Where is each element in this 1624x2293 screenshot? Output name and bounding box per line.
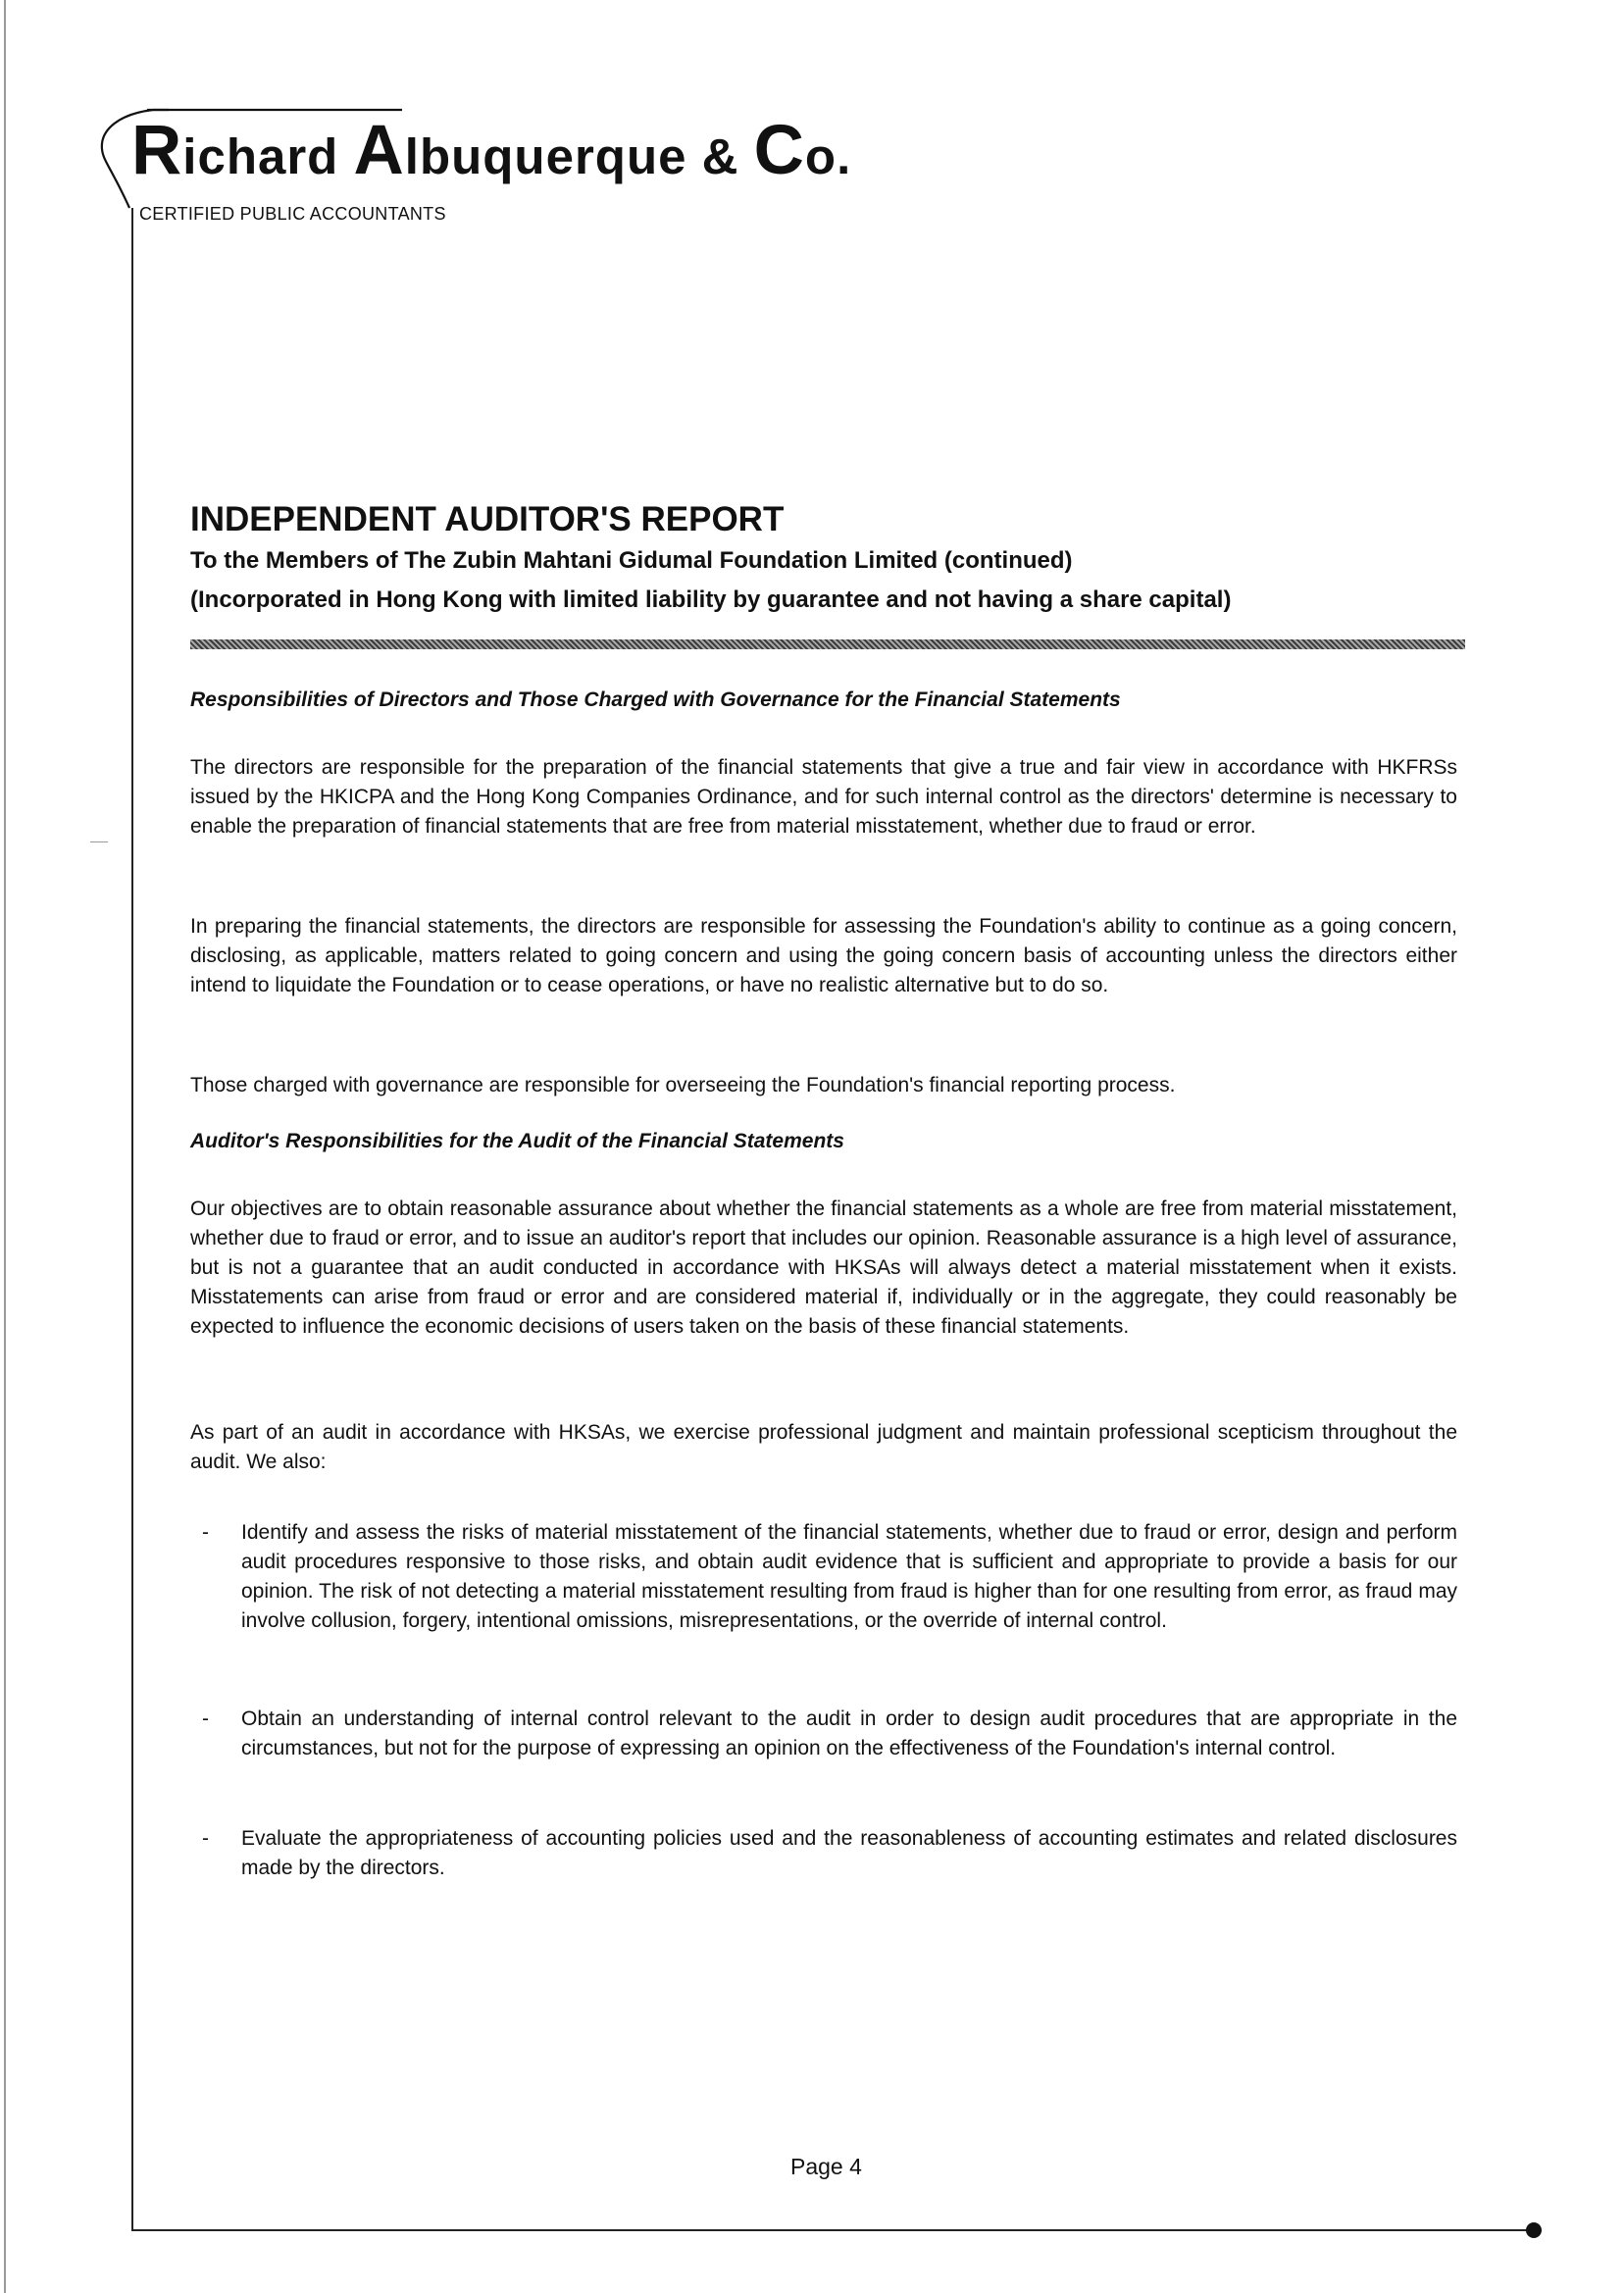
hatched-divider bbox=[190, 639, 1465, 649]
report-addressee: To the Members of The Zubin Mahtani Gidumal Foundation Limited (continued) bbox=[190, 547, 1073, 574]
paragraph: Our objectives are to obtain reasonable assurance about whether the financial statements as a whole are free from material misstatement, whether due to fraud or error, and to issue an auditor's report that includes our opinion. Reasonable assurance is a high level of assurance, but is not a guarantee that an audit conducted in accordance with HKSAs will always detect a material misstatement when it exists. Misstatements can arise from fraud or error and are considered material if, individually or in the aggregate, they could reasonably be expected to influence the economic decisions of users taken on the basis of these financial statements. bbox=[190, 1197, 1457, 1338]
report-incorporation: (Incorporated in Hong Kong with limited liability by guarantee and not having a share capital) bbox=[190, 586, 1232, 613]
firm-name-initial-a: A bbox=[353, 112, 405, 189]
firm-name-part: lbuquerque & bbox=[404, 128, 754, 184]
firm-name-part: ichard bbox=[182, 128, 354, 184]
bullet-text: Obtain an understanding of internal control relevant to the audit in order to design audit procedures that are appropriate in the circumstances, but not for the purpose of expressing an opinion on the effectiveness of the Foundation's internal control. bbox=[241, 1707, 1457, 1759]
section-heading-directors: Responsibilities of Directors and Those Charged with Governance for the Financial Statements bbox=[190, 688, 1121, 711]
bullet-text: Identify and assess the risks of material misstatement of the financial statements, whether due to fraud or error, design and perform audit procedures responsive to those risks, and obtain audit evidence that is sufficient and appropriate to provide a basis for our opinion. The risk of not detecting a material misstatement resulting from fraud is higher than for one resulting from error, as fraud may involve collusion, forgery, intentional omissions, misrepresentations, or the override of internal control. bbox=[241, 1521, 1457, 1632]
page-number: Page 4 bbox=[790, 2154, 862, 2179]
page-edge-line bbox=[4, 0, 6, 2293]
bullet-dash: - bbox=[202, 1521, 209, 1544]
bullet-item bbox=[202, 1705, 1457, 1763]
paragraph: As part of an audit in accordance with HKSAs, we exercise professional judgment and maintain professional scepticism throughout the audit. We also: bbox=[190, 1421, 1457, 1473]
report-title: INDEPENDENT AUDITOR'S REPORT bbox=[190, 500, 785, 538]
bullet-dash: - bbox=[202, 1707, 209, 1730]
bullet-item bbox=[202, 1518, 1457, 1636]
paragraph: In preparing the financial statements, the directors are responsible for assessing the Foundation's ability to continue as a going concern, disclosing, as applicable, matters related to going concern and using the going concern basis of accounting unless the directors either intend to liquidate the Foundation or to cease operations, or have no realistic alternative but to do so. bbox=[190, 915, 1457, 996]
paragraph: Those charged with governance are responsible for overseeing the Foundation's financial reporting process. bbox=[190, 1074, 1176, 1096]
firm-name-initial-c: C bbox=[753, 112, 805, 189]
paragraph: The directors are responsible for the preparation of the financial statements that give a true and fair view in accordance with HKFRSs issued by the HKICPA and the Hong Kong Companies Ordinance, and for such internal control as the directors' determine is necessary to enable the preparation of financial statements that are free from material misstatement, whether due to fraud or error. bbox=[190, 756, 1457, 838]
bullet-item bbox=[202, 1824, 1457, 1883]
frame-bottom-rule bbox=[131, 2229, 1534, 2231]
frame-end-dot-icon bbox=[1526, 2222, 1542, 2238]
section-heading-auditor: Auditor's Responsibilities for the Audit of the Financial Statements bbox=[190, 1130, 844, 1152]
firm-name-initial-r: R bbox=[131, 112, 183, 189]
margin-tick-mark bbox=[90, 841, 108, 842]
bullet-dash: - bbox=[202, 1827, 209, 1850]
firm-subtitle: CERTIFIED PUBLIC ACCOUNTANTS bbox=[139, 204, 446, 224]
bullet-text: Evaluate the appropriateness of accounting policies used and the reasonableness of accounting estimates and related disclosures made by the directors. bbox=[241, 1827, 1457, 1879]
frame-left-rule bbox=[131, 208, 133, 2230]
firm-name bbox=[131, 112, 852, 189]
firm-name-part: o. bbox=[804, 128, 852, 184]
